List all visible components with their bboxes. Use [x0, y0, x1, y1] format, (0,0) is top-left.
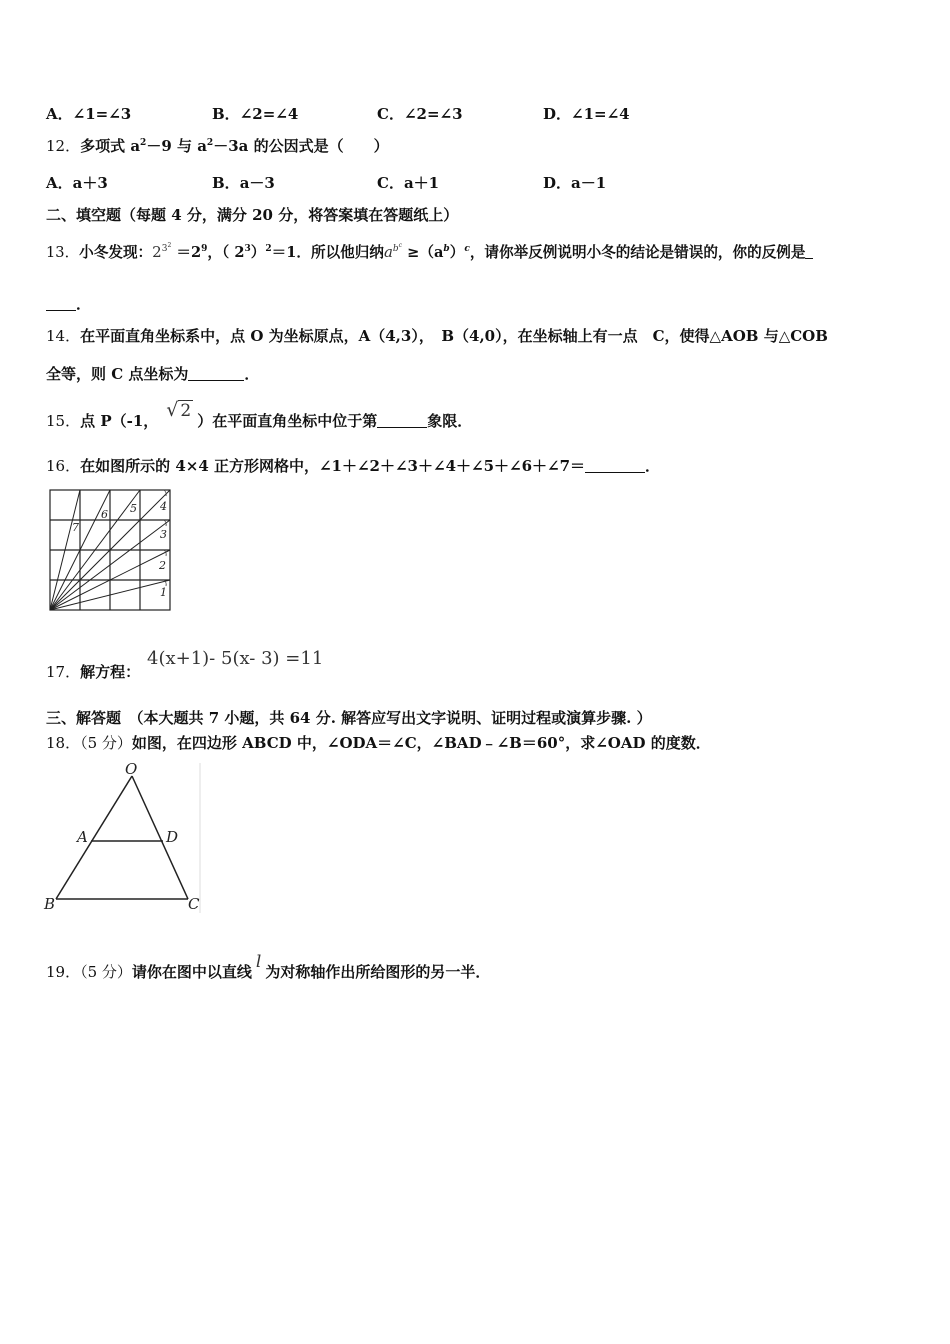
q19-text-1: 请你在图中以直线 [131, 963, 252, 981]
answer-blank[interactable] [188, 366, 244, 381]
q13-text-3: ，（ 2 [207, 244, 245, 261]
power-exp-base: 3 [161, 244, 168, 254]
option-text: a－3 [239, 174, 275, 192]
q17-equation: 4(x+1)- 5(x- 3) =11 [147, 648, 324, 669]
q12-text-2: －9 与 a [146, 137, 207, 155]
vertex-label-a: A [77, 828, 88, 846]
q19-text-2: 为对称轴作出所给图形的另一半． [265, 963, 491, 981]
line-symbol: l [255, 952, 262, 972]
answer-blank[interactable] [377, 413, 427, 428]
option-letter: C． [377, 174, 404, 192]
q13-tail: ． [76, 295, 92, 313]
q14-text-2: 全等，则 C 点坐标为 [46, 365, 189, 383]
power-exp [162, 244, 172, 254]
option-letter: D． [543, 105, 572, 123]
q11-option-a [46, 103, 131, 124]
sqrt-expression [166, 401, 193, 421]
q13-text-8: ，请你举反例说明小冬的结论是错误的，你的反例是 [469, 244, 806, 261]
angle-label-6: 6 [101, 508, 108, 521]
q15-text-2: ）在平面直角坐标中位于第 [197, 412, 378, 430]
q13-sup-2: 3 [244, 244, 251, 254]
option-text: a＋1 [403, 174, 440, 192]
q11-option-b [212, 103, 298, 124]
q16-text: 在如图所示的 4×4 正方形网格中，∠1＋∠2＋∠3＋∠4＋∠5＋∠6＋∠7＝ [80, 457, 586, 475]
option-letter: D． [543, 174, 572, 192]
q13-power-tower-2 [384, 243, 402, 261]
q13-text-6: ≥（a [407, 244, 444, 261]
q13-stem [46, 242, 813, 263]
answer-blank[interactable] [46, 296, 76, 311]
angle-label-2: 2 [159, 559, 166, 572]
q13-text-2: ＝2 [176, 244, 202, 261]
q13-text-4: ） [250, 244, 266, 261]
power-exp-exp: c [398, 242, 403, 249]
option-text: ∠2=∠3 [403, 105, 463, 123]
q13-stem-continued [46, 294, 91, 314]
q14-stem-line-1 [46, 326, 828, 346]
side-ob [56, 776, 132, 899]
question-number: 13． [46, 244, 80, 261]
section-3-title: 三、解答题 （本大题共 7 小题，共 64 分. 解答应写出文字说明、证明过程或演算步骤. ） [46, 709, 652, 727]
power-exp-exp: 2 [167, 242, 172, 249]
q16-stem [46, 456, 660, 476]
vertex-label-o: O [125, 760, 138, 778]
vertex-label-c: C [188, 895, 200, 913]
question-score: （5 分） [80, 734, 132, 752]
question-number: 17． [46, 663, 81, 681]
option-letter: B． [212, 105, 240, 123]
q18-triangle-figure [40, 758, 210, 918]
angle-label-7: 7 [72, 521, 79, 534]
option-text: ∠2=∠4 [239, 105, 299, 123]
q12-option-a [46, 172, 108, 193]
q16-grid-figure [46, 486, 174, 614]
power-base: a [383, 243, 393, 261]
q13-text-7: ） [449, 244, 465, 261]
q12-text-1: 多项式 a [80, 137, 141, 155]
q14-stem-line-2 [46, 364, 259, 384]
q12-sup-2: 2 [206, 138, 214, 148]
option-letter: A． [46, 105, 73, 123]
q15-stem [46, 399, 473, 431]
side-oc [132, 776, 188, 899]
option-text: a＋3 [72, 174, 108, 192]
q13-power-tower-1 [152, 243, 171, 261]
power-exp-base: b [392, 244, 399, 254]
option-text: ∠1=∠4 [571, 105, 630, 123]
q13-text-5: ＝1．所以他归纳 [271, 244, 384, 261]
angle-label-1: 1 [160, 586, 167, 599]
q19-stem [46, 952, 491, 982]
q13-sup-4: b [443, 244, 450, 254]
q17-stem [46, 662, 140, 682]
option-text: a－1 [571, 174, 607, 192]
q12-stem [46, 136, 389, 156]
q12-option-c [377, 172, 439, 193]
q15-text-3: 象限． [427, 412, 473, 430]
q16-tail: ． [645, 457, 661, 475]
sqrt-icon: √ [166, 399, 179, 421]
q12-sup-1: 2 [140, 138, 147, 148]
q18-text: 如图，在四边形 ABCD 中，∠ODA＝∠C，∠BAD﹣∠B＝60°，求∠OAD 的度数． [131, 734, 711, 752]
angle-arc [164, 520, 166, 526]
question-number: 12． [46, 137, 81, 155]
q14-tail: ． [244, 365, 260, 383]
q15-text-1: 点 P（-1， [80, 412, 159, 430]
question-number: 18． [46, 734, 81, 752]
q13-sup-1: 9 [201, 244, 208, 254]
question-number: 16． [46, 457, 81, 475]
angle-label-5: 5 [130, 502, 137, 515]
power-base: 2 [152, 243, 162, 261]
angle-label-4: 4 [160, 500, 167, 513]
q14-text-1: 在平面直角坐标系中，点 O 为坐标原点，A（4,3）， B（4,0），在坐标轴上有一点 C，使得△AOB 与△COB [80, 327, 828, 345]
answer-blank[interactable] [585, 458, 645, 473]
q13-sup-5: c [464, 244, 470, 254]
question-number: 19． [46, 963, 81, 981]
sqrt-argument: 2 [180, 401, 192, 421]
q12-option-b [212, 172, 275, 193]
option-letter: C． [377, 105, 404, 123]
question-number: 15． [46, 412, 81, 430]
vertex-labels [43, 760, 200, 913]
q13-sup-3: 2 [265, 244, 272, 254]
q12-option-d [543, 172, 606, 193]
answer-blank[interactable] [805, 244, 813, 259]
option-letter: B． [212, 174, 240, 192]
q11-option-c [377, 103, 463, 124]
vertex-label-b: B [44, 895, 56, 913]
vertex-label-d: D [166, 828, 179, 846]
angle-label-3: 3 [160, 528, 167, 541]
power-exp [393, 244, 402, 254]
question-score: （5 分） [80, 963, 132, 981]
q13-text-1: 小冬发现： [79, 244, 153, 261]
q18-stem [46, 733, 711, 753]
question-number: 14． [46, 327, 81, 345]
q11-option-d [543, 103, 630, 124]
option-text: ∠1=∠3 [72, 105, 132, 123]
section-2-title: 二、填空题（每题 4 分，满分 20 分，将答案填在答题纸上） [46, 206, 459, 224]
option-letter: A． [46, 174, 73, 192]
q12-text-3: －3a 的公因式是（ ） [213, 137, 389, 155]
q17-text: 解方程： [80, 663, 141, 681]
